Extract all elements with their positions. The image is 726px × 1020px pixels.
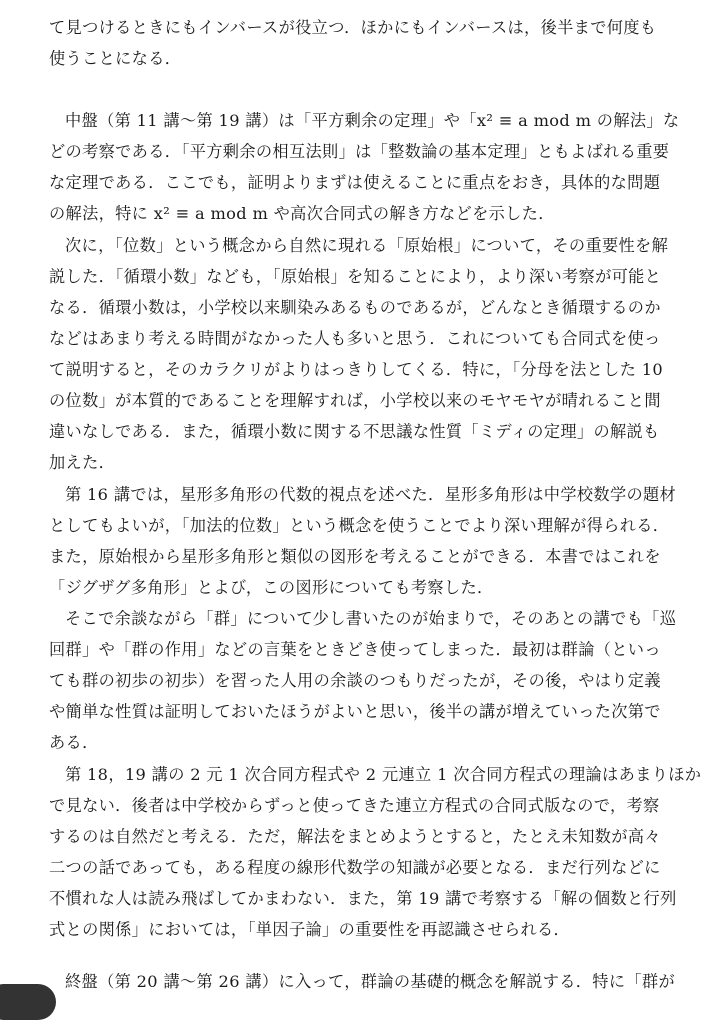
text-line: 第 18，19 講の 2 元 1 次合同方程式や 2 元連立 1 次合同方程式の理論はあまりほか xyxy=(65,765,702,784)
text-line: 式との関係」においては，「単因子論」の重要性を再認識させられる． xyxy=(49,920,571,939)
text-line: 二つの話であっても，ある程度の線形代数学の知識が必要となる．まだ行列などに xyxy=(49,858,661,877)
text-line: な定理である．ここでも，証明よりまずは使えることに重点をおき，具体的な問題 xyxy=(49,173,661,192)
text-line: としてもよいが，「加法的位数」という概念を使うことでより深い理解が得られる． xyxy=(49,516,670,535)
text-line: 中盤（第 11 講～第 19 講）は「平方剰余の定理」や「x² ≡ a mod m の解法」な xyxy=(65,111,680,130)
text-line: ある． xyxy=(49,733,99,752)
text-line: するのは自然だと考える．ただ，解法をまとめようとすると，たとえ未知数が高々 xyxy=(49,827,661,846)
text-line: 違いなしである．また，循環小数に関する不思議な性質「ミディの定理」の解説も xyxy=(49,422,660,441)
text-line: どの考察である．「平方剰余の相互法則」は「整数論の基本定理」ともよばれる重要 xyxy=(49,142,670,161)
text-line: 次に，「位数」という概念から自然に現れる「原始根」について，その重要性を解 xyxy=(65,236,669,255)
text-line: また，原始根から星形多角形と類似の図形を考えることができる．本書ではこれを xyxy=(49,547,661,566)
text-line: なる．循環小数は，小学校以来馴染みあるものであるが，どんなとき循環するのか xyxy=(49,298,661,317)
text-line: 「ジグザグ多角形」とよび，この図形についても考察した． xyxy=(49,578,494,597)
text-line: の解法，特に x² ≡ a mod m や高次合同式の解き方などを示した． xyxy=(49,204,555,223)
text-line: そこで余談ながら「群」について少し書いたのが始まりで，そのあとの講でも「巡 xyxy=(65,609,677,628)
text-line: 使うことになる． xyxy=(49,49,182,68)
text-line: などはあまり考える時間がなかった人も多いと思う．これについても合同式を使っ xyxy=(49,329,661,348)
text-line: て説明すると，そのカラクリがよりはっきりしてくる．特に，「分母を法とした 10 xyxy=(49,360,664,379)
text-line: て見つけるときにもインバースが役立つ．ほかにもインバースは，後半まで何度も xyxy=(49,18,657,37)
text-line: 不慣れな人は読み飛ばしてかまわない．また，第 19 講で考察する「解の個数と行列 xyxy=(49,889,677,908)
text-line: の位数」が本質的であることを理解すれば，小学校以来のモヤモヤが晴れること間 xyxy=(49,391,661,410)
text-line: で見ない．後者は中学校からずっと使ってきた連立方程式の合同式版なので，考察 xyxy=(49,796,660,815)
scroll-handle[interactable] xyxy=(0,984,56,1020)
text-line: 第 16 講では，星形多角形の代数的視点を述べた．星形多角形は中学校数学の題材 xyxy=(65,485,677,504)
text-line: や簡単な性質は証明しておいたほうがよいと思い，後半の講が増えていった次第で xyxy=(49,702,661,721)
text-line: 回群」や「群の作用」などの言葉をときどき使ってしまった．最初は群論（といっ xyxy=(49,640,661,659)
text-line: 終盤（第 20 講～第 26 講）に入って，群論の基礎的概念を解説する．特に「群が xyxy=(65,972,675,991)
text-line: 説した．「循環小数」なども，「原始根」を知ることにより，より深い考察が可能と xyxy=(49,267,662,286)
text-line: ても群の初歩の初歩）を習った人用の余談のつもりだったが，その後，やはり定義 xyxy=(49,671,661,690)
text-line: 加えた． xyxy=(49,453,116,472)
